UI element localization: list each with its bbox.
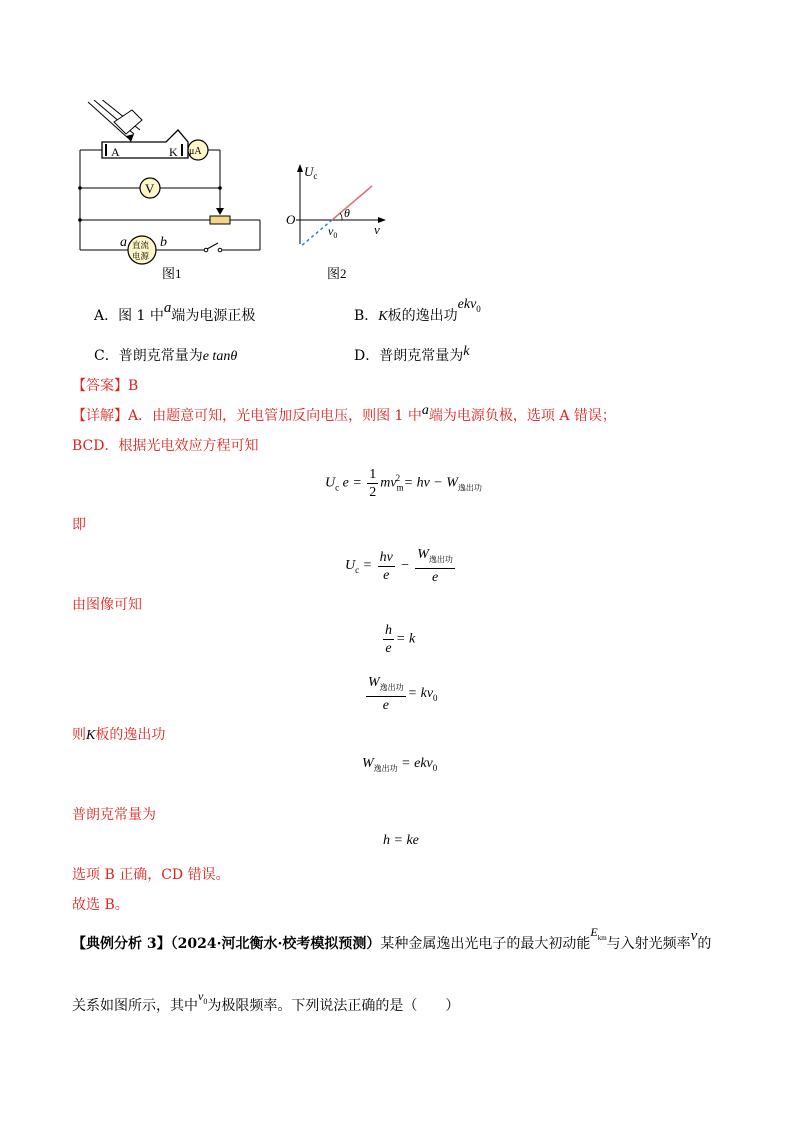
label-K: K (169, 145, 178, 159)
example-3-line-1: 【典例分析 3】（2024·河北衡水·校考模拟预测）某种金属逸出光电子的最大初动能$E_{km}$与入射光频率ν的 (72, 925, 712, 952)
axis-label-v: ν (374, 222, 380, 237)
option-b-prefix: B． (354, 308, 379, 324)
label-voltmeter: V (145, 181, 155, 196)
ekm-symbol: $E_{km}$ (590, 925, 607, 942)
planck-label: 普朗克常量为 (72, 807, 156, 823)
label-b: b (160, 235, 167, 250)
axis-label-uc: $U_c$ (304, 164, 318, 181)
equation-4: $\frac{W_{逸出功}}{e}$ = $k\nu_0$ (368, 675, 438, 713)
rheostat-icon (210, 216, 230, 224)
nu-symbol: ν (690, 928, 698, 944)
example-3-source: （2024·河北衡水·校考模拟预测） (170, 936, 381, 952)
option-b-expr: ekν$_0$ (457, 297, 481, 314)
circuit-diagram (70, 100, 270, 285)
figure-2 (282, 162, 392, 282)
label-A: A (111, 145, 120, 159)
example-3-line-2: 关系如图所示，其中$\nu_0$为极限频率。下列说法正确的是（ ） (72, 989, 460, 1014)
label-a: a (120, 235, 127, 250)
figure-1-caption: 图1 (162, 266, 182, 281)
choose: 故选 B。 (72, 897, 129, 913)
equation-1: $U_c$ e = $\frac{1}{2}$ $mv_m^2 = h\nu - W_{逸出功}$ (325, 467, 482, 500)
equation-6: h = ke (383, 833, 419, 848)
equation-2: $U_c$ = $\frac{h\nu}{e}$ − $\frac{W_{逸出功}}{e}$ (345, 547, 453, 585)
answer: 【答案】B (72, 378, 139, 394)
option-c (94, 347, 237, 366)
option-b (354, 297, 481, 330)
equation-3: $\frac{h}{e}$ = k (385, 623, 416, 656)
option-d (354, 344, 470, 366)
conclusion: 选项 B 正确，CD 错误。 (72, 867, 230, 883)
option-b-suffix: 板的逸出功 (387, 308, 458, 324)
label-microammeter: μA (189, 146, 202, 157)
option-a (94, 300, 256, 325)
work-label: 则K板的逸出功 (72, 727, 166, 743)
equation-5: $W_{逸出功} = ek\nu_0$ (362, 756, 438, 773)
graph-line (332, 186, 372, 220)
uc-frequency-graph (282, 162, 392, 282)
v0-label: $\nu_0$ (328, 224, 338, 240)
detail-line-2: BCD．根据光电效应方程可知 (72, 438, 259, 454)
nu0-symbol: $\nu_0$ (198, 989, 208, 1006)
from-graph-label: 由图像可知 (72, 597, 142, 613)
option-a-prefix: A．图 1 中 (94, 308, 164, 324)
option-c-expr: e tanθ (202, 349, 238, 364)
switch-icon (207, 243, 218, 249)
label-source-2: 电源 (132, 251, 150, 261)
option-a-suffix: 端为电源正极 (171, 308, 256, 324)
option-d-expr: k (463, 344, 470, 359)
detail-line-1: 【详解】A．由题意可知，光电管加反向电压，则图 1 中a端为电源负极，选项 A 错误； (72, 403, 616, 424)
option-c-prefix: C．普朗克常量为 (94, 348, 203, 364)
option-b-var: K (378, 309, 388, 324)
option-d-prefix: D．普朗克常量为 (354, 348, 464, 364)
figure-2-caption: 图2 (327, 266, 347, 281)
label-source-1: 直流 (132, 240, 150, 250)
ji-label: 即 (72, 517, 86, 533)
example-3-label: 【典例分析 3】 (72, 936, 171, 952)
option-a-var: a (163, 300, 172, 316)
figure-1 (70, 100, 270, 285)
origin-label: O (286, 212, 296, 227)
theta-label: θ (344, 206, 350, 220)
